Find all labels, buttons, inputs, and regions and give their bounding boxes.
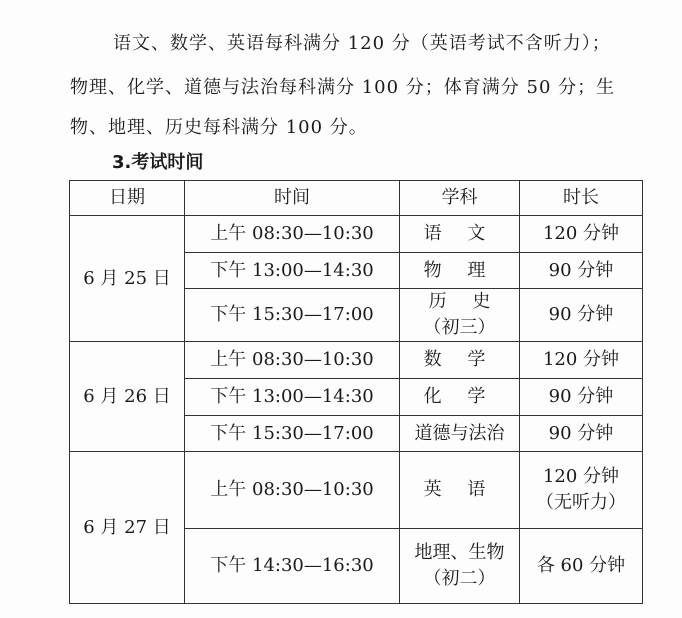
time-cell: 上午 08:30—10:30 (185, 216, 400, 253)
exam-schedule-table (69, 180, 643, 604)
time-cell: 下午 13:00—14:30 (185, 253, 400, 289)
paragraph-line-3: 物、地理、历史每科满分 100 分。 (70, 117, 368, 138)
duration-cell (520, 452, 643, 529)
time-cell: 下午 15:30—17:00 (185, 289, 400, 342)
subject-note: （初二） (423, 568, 496, 589)
duration-cell: 90 分钟 (520, 416, 643, 452)
time-cell: 下午 13:00—14:30 (185, 379, 400, 416)
duration-cell: 90 分钟 (520, 379, 643, 416)
duration-cell: 90 分钟 (520, 289, 643, 342)
table-row (70, 452, 643, 529)
subject-cell: 化 学 (400, 379, 520, 416)
time-cell: 下午 14:30—16:30 (185, 529, 400, 604)
subject-cell: 道德与法治 (400, 416, 520, 452)
subject-cell: 物 理 (400, 253, 520, 289)
paragraph-line-2: 物理、化学、道德与法治每科满分 100 分；体育满分 50 分；生 (70, 77, 616, 98)
subject-cell (400, 529, 520, 604)
subject-name: 地理、生物 (414, 542, 505, 563)
duration-cell: 各 60 分钟 (520, 529, 643, 604)
duration-cell: 90 分钟 (520, 253, 643, 289)
time-cell: 上午 08:30—10:30 (185, 452, 400, 529)
duration-cell: 120 分钟 (520, 216, 643, 253)
header-duration: 时长 (520, 181, 643, 216)
header-subject: 学科 (400, 181, 520, 216)
paragraph-line-1: 语文、数学、英语每科满分 120 分（英语考试不含听力）； (113, 33, 611, 54)
date-cell: 6 月 26 日 (70, 342, 185, 452)
subject-note: （初三） (423, 317, 496, 338)
time-cell: 上午 08:30—10:30 (185, 342, 400, 379)
header-time: 时间 (185, 181, 400, 216)
subject-cell: 语 文 (400, 216, 520, 253)
subject-cell: 英 语 (400, 452, 520, 529)
subject-cell (400, 289, 520, 342)
table-row (70, 216, 643, 253)
time-cell: 下午 15:30—17:00 (185, 416, 400, 452)
date-cell: 6 月 25 日 (70, 216, 185, 342)
duration-note: （无听力） (536, 492, 626, 513)
duration-value: 120 分钟 (542, 466, 620, 487)
date-cell: 6 月 27 日 (70, 452, 185, 604)
duration-cell: 120 分钟 (520, 342, 643, 379)
table-row (70, 342, 643, 379)
subject-name: 历 史 (428, 291, 501, 312)
table-header-row (70, 181, 643, 216)
subject-cell: 数 学 (400, 342, 520, 379)
header-date: 日期 (70, 181, 185, 216)
section-heading: 3.考试时间 (112, 152, 204, 173)
